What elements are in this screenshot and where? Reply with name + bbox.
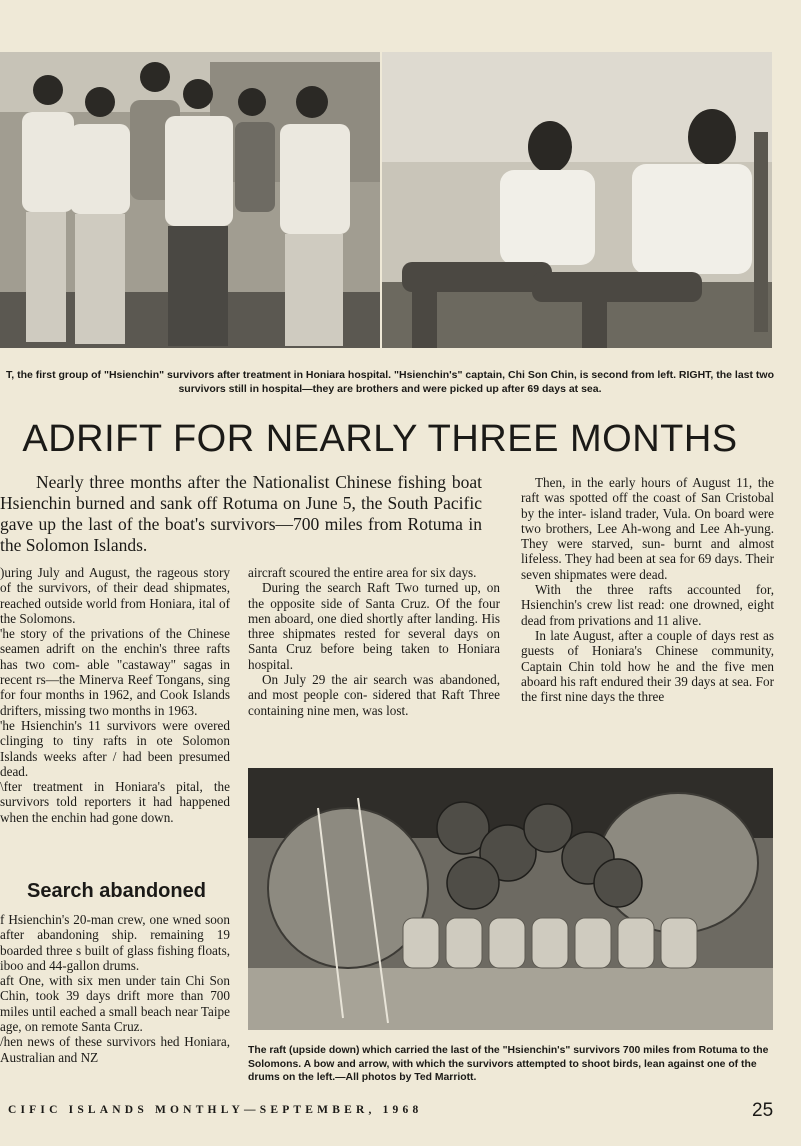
paragraph: During the search Raft Two turned up, on the opposite side of Santa Cruz. Of the four men aboard, one died shortly after landing. His three shipmates rested for several days on Santa Cruz before being taken to Honiara hospital.: [248, 580, 500, 672]
brothers-hospital-photo: [382, 52, 772, 348]
paragraph: \fter treatment in Honiara's pital, the survivors told reporters it had happened when the enchin had gone down.: [0, 779, 230, 825]
paragraph: With the three rafts accounted for, Hsienchin's crew list read: one drowned, eight dead from privations and 11 alive.: [521, 582, 774, 628]
paragraph: In late August, after a couple of days rest as guests of Honiara's Chinese community, Captain Chin told how he and the five men aboard his raft endured their 39 days at sea. For the first nine days the three: [521, 627, 774, 705]
survivors-group-illustration: [0, 52, 380, 348]
column-1-continued: [0, 912, 230, 1065]
column-2: [248, 565, 500, 718]
paragraph: Then, in the early hours of August 11, the raft was spotted off the coast of San Cristobal by the inter- island trader, Vula. On board were two brothers, Lee Ah-wong and Lee Ah-yung. They were starved, sun- burnt and almost lifeless. They had been at sea for 69 days. Their seven shipmates were dead.: [521, 475, 774, 582]
lead-paragraph: Nearly three months after the Nationalist Chinese fishing boat Hsienchin burned and sank off Rotuma on June 5, the South Pacific gave up the last of the boat's survivors—700 miles from Rotuma in the Solomon Islands.: [0, 472, 482, 555]
survivors-group-photo: [0, 52, 380, 348]
brothers-illustration: [382, 52, 772, 348]
paragraph: 'he story of the privations of the Chinese seamen adrift on the enchin's three rafts has two com- able "castaway" sagas in recent rs—the Minerva Reef Tongans, sing for four months in 1962, and Cook Islands drifters, missing two months in 1963.: [0, 626, 230, 718]
paragraph: 'he Hsienchin's 11 survivors were overed clinging to tiny rafts in ote Solomon Islands weeks after / had been presumed dead.: [0, 717, 230, 779]
section-subhead: Search abandoned: [27, 880, 206, 902]
raft-photo: [248, 768, 773, 1030]
paragraph: /hen news of these survivors hed Honiara, Australian and NZ: [0, 1034, 230, 1065]
raft-photo-caption: The raft (upside down) which carried the last of the "Hsienchin's" survivors 700 miles from Rotuma to the Solomons. A bow and arrow, with which the survivors attempted to shoot birds, lean against one of the drums on the left.—All photos by Ted Marriott.: [248, 1045, 769, 1083]
paragraph: f Hsienchin's 20-man crew, one wned soon after abandoning ship. remaining 19 boarded three s built of glass fishing floats, iboo and 44-gallon drums.: [0, 912, 230, 973]
top-photo-caption: T, the first group of "Hsienchin" survivors after treatment in Honiara hospital. "Hsienchin's" captain, Chi Son Chin, is second from left. RIGHT, the last two survivors still in hospital—they are brothers and were picked up after 69 days at sea.: [5, 369, 775, 395]
paragraph: On July 29 the air search was abandoned, and most people con- sidered that Raft Three containing nine men, was lost.: [248, 672, 500, 718]
raft-illustration: [248, 768, 773, 1030]
article-headline: ADRIFT FOR NEARLY THREE MONTHS: [22, 418, 738, 460]
paragraph: aircraft scoured the entire area for six days.: [248, 565, 477, 580]
page-number: 25: [752, 1100, 774, 1121]
magazine-issue-line: CIFIC ISLANDS MONTHLY—SEPTEMBER, 1968: [8, 1104, 423, 1116]
column-3: [521, 475, 774, 704]
column-1: [0, 565, 230, 825]
paragraph: aft One, with six men under tain Chi Son Chin, took 39 days drift more than 700 miles until eached a small beach near Taipe age, on remote Santa Cruz.: [0, 973, 230, 1035]
paragraph: )uring July and August, the rageous story of the survivors, of their dead shipmates, reached outside world from Honiara, ital of the Solomons.: [0, 565, 230, 626]
